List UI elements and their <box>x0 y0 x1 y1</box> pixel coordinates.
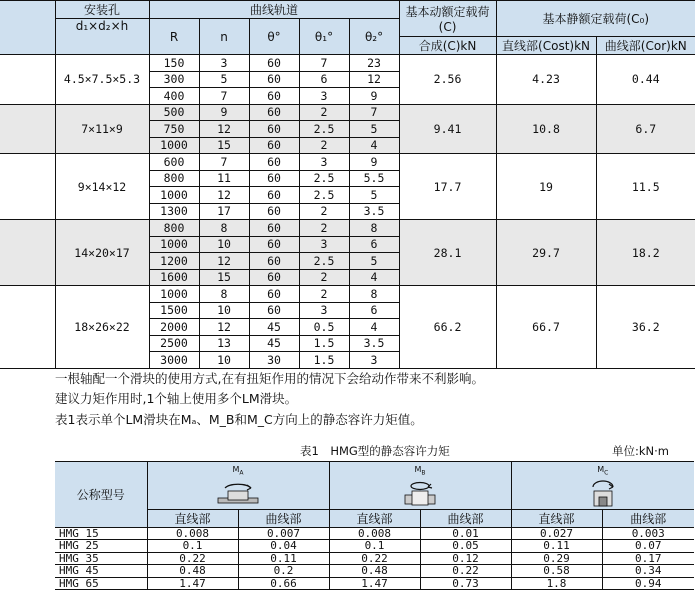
rail-n-cell: 17 <box>199 203 249 220</box>
load-table-body <box>0 55 695 369</box>
rail-theta1-cell: 3 <box>299 154 349 171</box>
static-load-header: 基本静额定载荷(C₀) <box>496 1 695 37</box>
rail-theta-cell: 30 <box>249 352 299 369</box>
moment-value-cell: 0.027 <box>511 527 602 540</box>
rail-r-cell: 1300 <box>149 203 199 220</box>
rail-theta-cell: 60 <box>249 187 299 204</box>
rail-r-cell: 800 <box>149 220 199 237</box>
mb-label: M <box>414 465 422 474</box>
table-row <box>55 577 694 590</box>
blank-cell <box>0 286 55 369</box>
moment-value-cell: 0.05 <box>420 540 511 553</box>
dynamic-load-header: 基本动额定载荷(C) <box>399 1 496 37</box>
rail-theta-cell: 60 <box>249 88 299 105</box>
mc-header <box>511 462 694 510</box>
rail-theta1-cell: 2 <box>299 286 349 303</box>
static-straight-cell: 19 <box>496 154 596 220</box>
dynamic-load-cell: 66.2 <box>399 286 496 369</box>
rail-theta-cell: 45 <box>249 319 299 336</box>
static-curve-cell: 36.2 <box>596 286 695 369</box>
rail-theta1-cell: 6 <box>299 71 349 88</box>
rail-theta-cell: 60 <box>249 253 299 270</box>
mb-moment-icon <box>397 479 443 509</box>
rail-theta2-cell: 6 <box>349 302 399 319</box>
ma-moment-icon <box>215 479 261 509</box>
blank-cell <box>0 154 55 220</box>
rail-r-cell: 1000 <box>149 137 199 154</box>
static-straight-header: 直线部(Cost)kN <box>496 37 596 55</box>
mb-curve-header: 曲线部 <box>420 509 511 527</box>
hole-size-cell: 14×20×17 <box>55 220 149 286</box>
hole-header: 安装孔 <box>55 1 149 19</box>
rail-n-cell: 8 <box>199 286 249 303</box>
rail-n-cell: 10 <box>199 236 249 253</box>
dynamic-load-cell: 28.1 <box>399 220 496 286</box>
rail-theta1-cell: 2.5 <box>299 121 349 138</box>
rail-theta2-cell: 5.5 <box>349 170 399 187</box>
rail-r-cell: 1600 <box>149 269 199 286</box>
rail-theta-cell: 60 <box>249 55 299 72</box>
table-row <box>55 565 694 578</box>
rail-theta2-cell: 9 <box>349 88 399 105</box>
unit-label: 单位:kN·m <box>612 444 669 458</box>
rail-n-cell: 5 <box>199 71 249 88</box>
table-row <box>55 552 694 565</box>
rail-theta2-cell: 9 <box>349 154 399 171</box>
table-row <box>0 286 695 303</box>
rail-theta-cell: 60 <box>249 302 299 319</box>
moment-value-cell: 0.12 <box>420 552 511 565</box>
rail-col-theta: θ° <box>249 19 299 55</box>
rail-theta2-cell: 4 <box>349 269 399 286</box>
rail-n-cell: 13 <box>199 335 249 352</box>
rail-col-theta1: θ₁° <box>299 19 349 55</box>
mb-straight-header: 直线部 <box>329 509 420 527</box>
rail-r-cell: 1500 <box>149 302 199 319</box>
rail-theta1-cell: 1.5 <box>299 335 349 352</box>
rail-theta2-cell: 7 <box>349 104 399 121</box>
rail-theta2-cell: 5 <box>349 253 399 270</box>
rail-theta-cell: 60 <box>249 286 299 303</box>
moment-value-cell: 0.66 <box>238 577 329 590</box>
rail-theta-cell: 60 <box>249 203 299 220</box>
rail-theta1-cell: 2 <box>299 203 349 220</box>
moment-value-cell: 1.47 <box>147 577 238 590</box>
moment-value-cell: 0.2 <box>238 565 329 578</box>
hole-size-cell: 4.5×7.5×5.3 <box>55 55 149 105</box>
model-name-cell: HMG 15 <box>55 527 147 540</box>
rail-r-cell: 150 <box>149 55 199 72</box>
rail-theta1-cell: 2 <box>299 220 349 237</box>
rail-theta1-cell: 7 <box>299 55 349 72</box>
model-header: 公称型号 <box>55 462 147 528</box>
rail-theta1-cell: 3 <box>299 236 349 253</box>
rail-theta-cell: 60 <box>249 220 299 237</box>
rail-theta-cell: 60 <box>249 269 299 286</box>
rail-r-cell: 1200 <box>149 253 199 270</box>
static-curve-cell: 11.5 <box>596 154 695 220</box>
moment-value-cell: 0.73 <box>420 577 511 590</box>
rail-col-r: R <box>149 19 199 55</box>
blank-cell <box>0 55 55 105</box>
rail-r-cell: 1000 <box>149 187 199 204</box>
paragraph-3: 表1表示单个LM滑块在Mₐ、M_B和M_C方向上的静态容许力矩值。 <box>55 412 423 427</box>
rail-r-cell: 2500 <box>149 335 199 352</box>
mc-label: M <box>597 465 605 474</box>
rail-theta2-cell: 3.5 <box>349 203 399 220</box>
table-row <box>0 154 695 171</box>
rail-n-cell: 7 <box>199 88 249 105</box>
paragraph-2: 建议力矩作用时,1个轴上使用多个LM滑块。 <box>55 391 298 406</box>
dynamic-load-cell: 17.7 <box>399 154 496 220</box>
rail-n-cell: 10 <box>199 352 249 369</box>
moment-value-cell: 0.07 <box>602 540 694 553</box>
dynamic-load-cell: 2.56 <box>399 55 496 105</box>
moment-value-cell: 0.48 <box>329 565 420 578</box>
rail-theta2-cell: 12 <box>349 71 399 88</box>
moment-value-cell: 1.47 <box>329 577 420 590</box>
rail-theta1-cell: 3 <box>299 88 349 105</box>
rail-n-cell: 15 <box>199 269 249 286</box>
rail-r-cell: 500 <box>149 104 199 121</box>
paragraph-1: 一根轴配一个滑块的使用方式,在有扭矩作用的情况下会给动作带来不利影响。 <box>55 371 484 386</box>
ma-header <box>147 462 329 510</box>
rail-n-cell: 8 <box>199 220 249 237</box>
moment-value-cell: 0.008 <box>329 527 420 540</box>
moment-value-cell: 0.22 <box>420 565 511 578</box>
rail-theta-cell: 45 <box>249 335 299 352</box>
rail-n-cell: 9 <box>199 104 249 121</box>
rail-theta1-cell: 2.5 <box>299 187 349 204</box>
rail-r-cell: 800 <box>149 170 199 187</box>
moment-value-cell: 0.003 <box>602 527 694 540</box>
moment-value-cell: 0.48 <box>147 565 238 578</box>
rail-theta-cell: 60 <box>249 170 299 187</box>
model-name-cell: HMG 35 <box>55 552 147 565</box>
static-straight-cell: 29.7 <box>496 220 596 286</box>
mb-header <box>329 462 511 510</box>
rail-n-cell: 12 <box>199 319 249 336</box>
static-curve-header: 曲线部(Cor)kN <box>596 37 695 55</box>
rail-n-cell: 12 <box>199 187 249 204</box>
static-curve-cell: 6.7 <box>596 104 695 154</box>
ma-label-sub: A <box>239 469 244 477</box>
mc-label-sub: C <box>604 469 609 477</box>
static-straight-cell: 66.7 <box>496 286 596 369</box>
rail-n-cell: 11 <box>199 170 249 187</box>
mb-label-sub: B <box>421 469 426 477</box>
rail-theta2-cell: 5 <box>349 121 399 138</box>
rail-r-cell: 300 <box>149 71 199 88</box>
rail-theta1-cell: 2.5 <box>299 170 349 187</box>
moment-table-body <box>55 527 694 590</box>
rail-theta2-cell: 3.5 <box>349 335 399 352</box>
moment-value-cell: 0.22 <box>147 552 238 565</box>
moment-value-cell: 0.11 <box>511 540 602 553</box>
moment-value-cell: 0.01 <box>420 527 511 540</box>
static-curve-cell: 0.44 <box>596 55 695 105</box>
moment-value-cell: 1.8 <box>511 577 602 590</box>
rail-theta2-cell: 23 <box>349 55 399 72</box>
table-row <box>55 540 694 553</box>
hole-size-cell: 7×11×9 <box>55 104 149 154</box>
rail-n-cell: 7 <box>199 154 249 171</box>
rail-r-cell: 400 <box>149 88 199 105</box>
rail-theta-cell: 60 <box>249 137 299 154</box>
rail-header: 曲线轨道 <box>149 1 399 19</box>
rail-theta-cell: 60 <box>249 71 299 88</box>
moment-value-cell: 0.22 <box>329 552 420 565</box>
blank-header <box>0 1 55 55</box>
rail-r-cell: 600 <box>149 154 199 171</box>
rail-theta2-cell: 4 <box>349 137 399 154</box>
moment-value-cell: 0.34 <box>602 565 694 578</box>
rail-theta-cell: 60 <box>249 121 299 138</box>
rail-theta2-cell: 8 <box>349 286 399 303</box>
rail-theta1-cell: 2.5 <box>299 253 349 270</box>
table-row <box>55 527 694 540</box>
ma-curve-header: 曲线部 <box>238 509 329 527</box>
moment-value-cell: 0.94 <box>602 577 694 590</box>
moment-value-cell: 0.11 <box>238 552 329 565</box>
rail-r-cell: 1000 <box>149 286 199 303</box>
rail-theta-cell: 60 <box>249 236 299 253</box>
hole-size-cell: 9×14×12 <box>55 154 149 220</box>
rail-r-cell: 3000 <box>149 352 199 369</box>
rail-col-theta2: θ₂° <box>349 19 399 55</box>
moment-value-cell: 0.1 <box>147 540 238 553</box>
table-row <box>0 104 695 121</box>
rail-theta-cell: 60 <box>249 154 299 171</box>
rail-n-cell: 12 <box>199 253 249 270</box>
rail-theta1-cell: 2 <box>299 104 349 121</box>
model-name-cell: HMG 45 <box>55 565 147 578</box>
rail-n-cell: 3 <box>199 55 249 72</box>
moment-value-cell: 0.1 <box>329 540 420 553</box>
rail-r-cell: 750 <box>149 121 199 138</box>
rail-theta1-cell: 1.5 <box>299 352 349 369</box>
table-row <box>0 55 695 72</box>
hole-size-cell: 18×26×22 <box>55 286 149 369</box>
ma-label: M <box>232 465 240 474</box>
rail-theta1-cell: 2 <box>299 269 349 286</box>
static-straight-cell: 10.8 <box>496 104 596 154</box>
moment-value-cell: 0.58 <box>511 565 602 578</box>
rail-theta-cell: 60 <box>249 104 299 121</box>
rail-theta2-cell: 4 <box>349 319 399 336</box>
moment-value-cell: 0.04 <box>238 540 329 553</box>
table-row <box>0 220 695 237</box>
mc-straight-header: 直线部 <box>511 509 602 527</box>
ma-straight-header: 直线部 <box>147 509 238 527</box>
rail-theta2-cell: 8 <box>349 220 399 237</box>
rail-theta1-cell: 0.5 <box>299 319 349 336</box>
rail-n-cell: 15 <box>199 137 249 154</box>
static-straight-cell: 4.23 <box>496 55 596 105</box>
rail-n-cell: 12 <box>199 121 249 138</box>
dynamic-sub-header: 合成(C)kN <box>399 37 496 55</box>
hole-dims-header: d₁×d₂×h <box>55 19 149 55</box>
table-caption: 表1 HMG型的静态容许力矩 <box>300 444 450 458</box>
rail-theta2-cell: 6 <box>349 236 399 253</box>
blank-cell <box>0 104 55 154</box>
rail-theta2-cell: 5 <box>349 187 399 204</box>
moment-value-cell: 0.008 <box>147 527 238 540</box>
rail-theta1-cell: 2 <box>299 137 349 154</box>
model-name-cell: HMG 25 <box>55 540 147 553</box>
static-curve-cell: 18.2 <box>596 220 695 286</box>
rail-r-cell: 1000 <box>149 236 199 253</box>
moment-value-cell: 0.007 <box>238 527 329 540</box>
model-name-cell: HMG 65 <box>55 577 147 590</box>
rail-n-cell: 10 <box>199 302 249 319</box>
mc-moment-icon <box>580 479 626 509</box>
moment-value-cell: 0.29 <box>511 552 602 565</box>
blank-cell <box>0 220 55 286</box>
rail-col-n: n <box>199 19 249 55</box>
moment-table <box>55 461 694 590</box>
rail-r-cell: 2000 <box>149 319 199 336</box>
dynamic-load-cell: 9.41 <box>399 104 496 154</box>
rail-theta2-cell: 3 <box>349 352 399 369</box>
moment-value-cell: 0.17 <box>602 552 694 565</box>
mc-curve-header: 曲线部 <box>602 509 694 527</box>
rail-theta1-cell: 3 <box>299 302 349 319</box>
